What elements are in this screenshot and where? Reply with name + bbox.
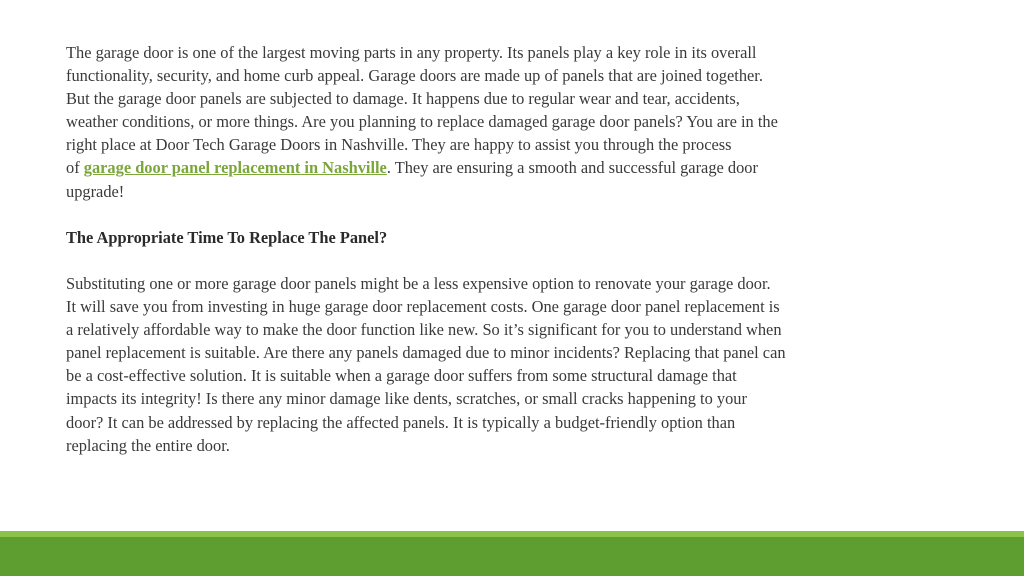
intro-line: functionality, security, and home curb appeal. Garage doors are made up of panels that are joined together. xyxy=(66,66,763,86)
footer-band xyxy=(0,537,1024,576)
slide-content xyxy=(66,41,946,457)
intro-line: weather conditions, or more things. Are you planning to replace damaged garage door panels? You are in the xyxy=(66,112,778,132)
intro-line: upgrade! xyxy=(66,181,125,201)
body-line: It will save you from investing in huge garage door replacement costs. One garage door panel replacement is xyxy=(66,297,780,317)
body-line: impacts its integrity! Is there any minor damage like dents, scratches, or small cracks happening to your xyxy=(66,389,747,409)
body-paragraph xyxy=(66,272,946,457)
paragraph-spacer xyxy=(66,249,946,272)
body-line: door? It can be addressed by replacing the affected panels. It is typically a budget-friendly option than xyxy=(66,412,736,432)
intro-line: The garage door is one of the largest moving parts in any property. Its panels play a key role in its overall xyxy=(66,43,757,62)
body-line: panel replacement is suitable. Are there any panels damaged due to minor incidents? Replacing that panel can xyxy=(66,343,786,363)
service-link[interactable]: garage door panel replacement in Nashville xyxy=(83,158,387,178)
intro-line-prefix: of xyxy=(66,158,84,178)
section-heading: The Appropriate Time To Replace The Panel? xyxy=(66,227,388,247)
paragraph-spacer xyxy=(66,203,946,226)
intro-paragraph xyxy=(66,41,946,203)
body-line: be a cost-effective solution. It is suitable when a garage door suffers from some structural damage that xyxy=(66,366,737,386)
intro-line-suffix: . They are ensuring a smooth and successful garage door xyxy=(386,158,758,178)
intro-line: right place at Door Tech Garage Doors in Nashville. They are happy to assist you through the process xyxy=(66,135,732,155)
intro-line: But the garage door panels are subjected to damage. It happens due to regular wear and tear, accidents, xyxy=(66,89,740,109)
body-line: replacing the entire door. xyxy=(66,435,230,455)
intro-line-with-link xyxy=(66,156,946,179)
body-line: Substituting one or more garage door panels might be a less expensive option to renovate your garage door. xyxy=(66,273,771,293)
body-line: a relatively affordable way to make the door function like new. So it’s significant for you to understand when xyxy=(66,320,782,340)
